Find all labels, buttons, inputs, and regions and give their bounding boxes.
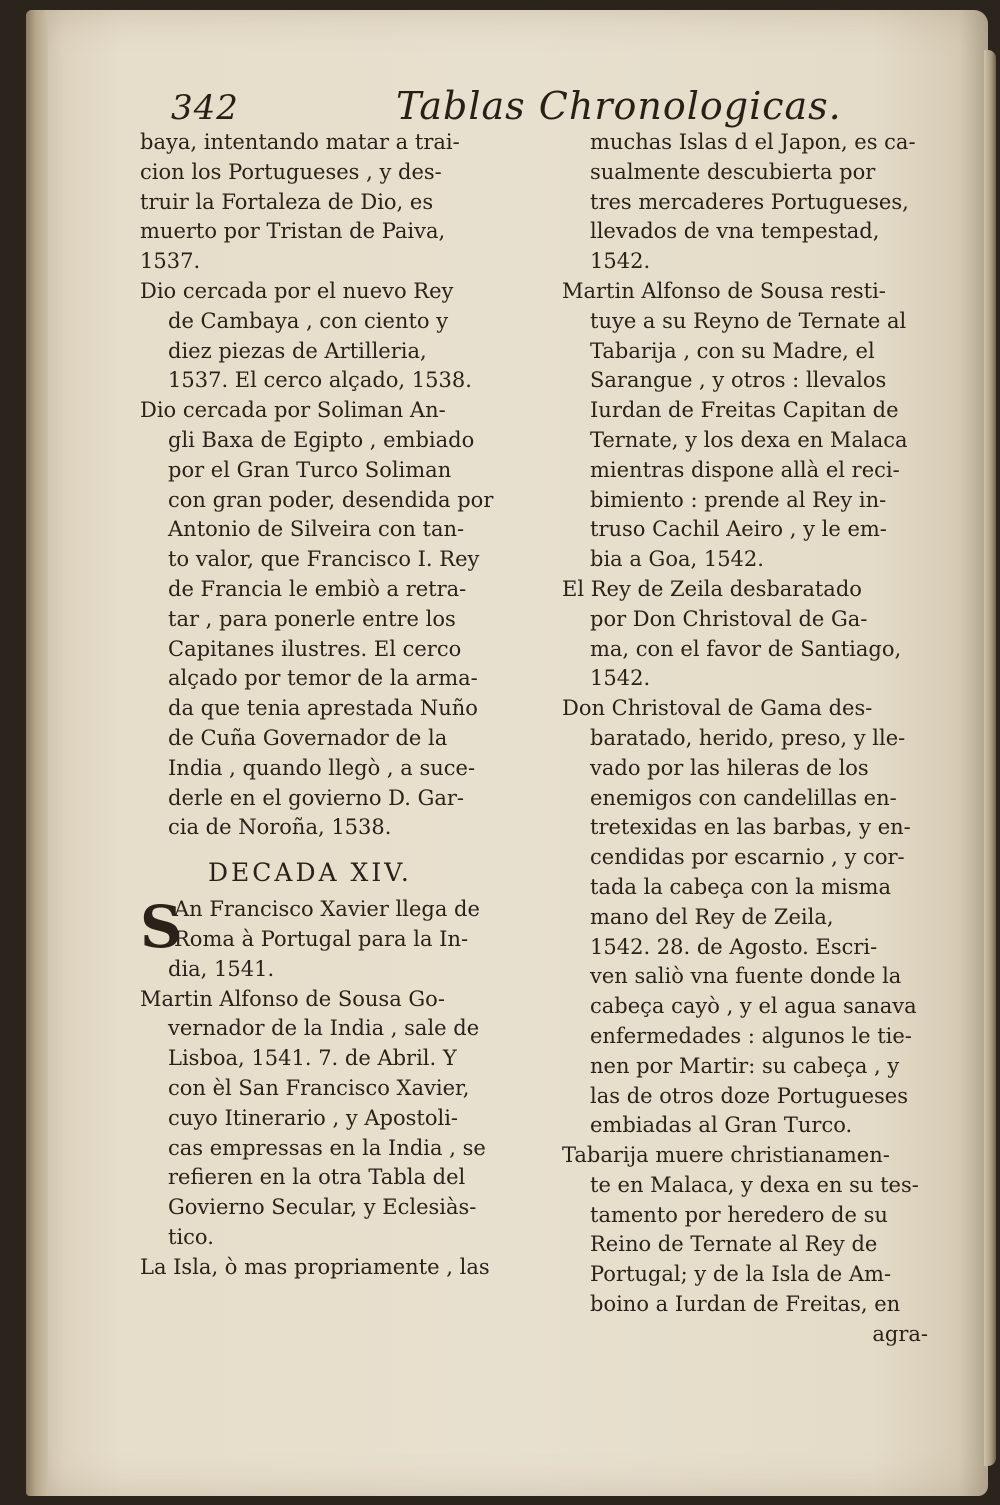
right-column xyxy=(562,128,962,1350)
text-line: vernador de la India , sale de xyxy=(168,1016,480,1041)
text-line: An Francisco Xavier llega de xyxy=(174,897,480,922)
text-line: Govierno Secular, y Eclesiàs- xyxy=(168,1195,477,1220)
text-line: sualmente descubierta por xyxy=(590,159,876,184)
text-line: de Cuña Governador de la xyxy=(168,725,448,750)
text-line: Sarangue , y otros : llevalos xyxy=(590,368,887,393)
text-line: baya, intentando matar a trai- xyxy=(140,130,460,154)
entry-first-line: Dio cercada por el nuevo Rey xyxy=(140,278,454,303)
page-gutter-edge xyxy=(26,10,48,1496)
text-line: con gran poder, desendida por xyxy=(168,487,494,512)
left-column xyxy=(140,128,532,1282)
section-heading: DECADA XIV. xyxy=(208,858,412,888)
text-line: bimiento : prende al Rey in- xyxy=(590,487,887,512)
text-line: cuyo Itinerario , y Apostoli- xyxy=(168,1105,459,1130)
text-line: bia a Goa, 1542. xyxy=(590,547,764,572)
entry-first-line: Don Christoval de Gama des- xyxy=(562,696,873,721)
text-line: refieren en la otra Tabla del xyxy=(168,1165,466,1190)
entry-first-line: La Isla, ò mas propriamente , las xyxy=(140,1254,490,1279)
text-line: 1537. El cerco alçado, 1538. xyxy=(168,368,472,393)
text-line: alçado por temor de la arma- xyxy=(168,666,478,691)
drop-cap: S xyxy=(140,893,182,962)
text-line: cabeça cayò , y el agua sanava xyxy=(590,994,917,1019)
page-fore-edge xyxy=(984,50,996,1466)
text-line: boino a Iurdan de Freitas, en xyxy=(590,1292,901,1317)
text-line: tretexidas en las barbas, y en- xyxy=(590,815,911,840)
text-line: Portugal; y de la Isla de Am- xyxy=(590,1262,892,1287)
text-line: ven saliò vna fuente donde la xyxy=(590,964,902,989)
text-line: cion los Portugueses , y des- xyxy=(140,159,442,184)
text-line: tres mercaderes Portugueses, xyxy=(590,189,909,214)
text-line: to valor, que Francisco I. Rey xyxy=(168,547,480,572)
text-line: muchas Islas d el Japon, es ca- xyxy=(590,130,916,154)
text-line: Ternate, y los dexa en Malaca xyxy=(590,427,908,452)
text-line: embiadas al Gran Turco. xyxy=(590,1113,853,1138)
text-line: enemigos con candelillas en- xyxy=(590,785,897,810)
text-line: Lisboa, 1541. 7. de Abril. Y xyxy=(168,1046,457,1071)
text-line: por el Gran Turco Soliman xyxy=(168,457,452,482)
text-line: Antonio de Silveira con tan- xyxy=(168,517,465,542)
page-number: 342 xyxy=(171,88,239,128)
text-line: 1537. xyxy=(140,249,201,274)
text-line: de Francia le embiò a retra- xyxy=(168,576,467,601)
entry-first-line: El Rey de Zeila desbaratado xyxy=(562,576,862,601)
entry-first-line: Dio cercada por Soliman An- xyxy=(140,398,446,423)
text-line: Tabarija , con su Madre, el xyxy=(590,338,875,363)
text-line: por Don Christoval de Ga- xyxy=(590,606,868,631)
text-line: India , quando llegò , a suce- xyxy=(168,755,476,780)
catchword: agra- xyxy=(872,1321,928,1346)
entry-first-line: Tabarija muere christianamen- xyxy=(562,1143,890,1168)
text-line: mano del Rey de Zeila, xyxy=(590,904,834,929)
entry-first-line: Martin Alfonso de Sousa resti- xyxy=(562,278,886,303)
text-line: 1542. xyxy=(590,666,651,691)
text-line: 1542. xyxy=(590,249,651,274)
text-line: ma, con el favor de Santiago, xyxy=(590,636,902,661)
text-line: mientras dispone allà el reci- xyxy=(590,457,900,482)
text-line: tico. xyxy=(168,1224,214,1249)
text-line: enfermedades : algunos le tie- xyxy=(590,1023,912,1048)
text-line: cendidas por escarnio , y cor- xyxy=(590,845,905,870)
text-line: muerto por Tristan de Paiva, xyxy=(140,219,446,244)
text-line: tada la cabeça con la misma xyxy=(590,874,891,899)
text-line: llevados de vna tempestad, xyxy=(590,219,880,244)
text-line: vado por las hileras de los xyxy=(590,755,869,780)
text-line: baratado, herido, preso, y lle- xyxy=(590,725,906,750)
text-line: diez piezas de Artilleria, xyxy=(168,338,427,363)
text-line: cia de Noroña, 1538. xyxy=(168,815,392,840)
text-line: tamento por heredero de su xyxy=(590,1202,888,1227)
text-line: derle en el govierno D. Gar- xyxy=(168,785,465,810)
text-line: dia, 1541. xyxy=(168,956,275,981)
text-line: truso Cachil Aeiro , y le em- xyxy=(590,517,887,542)
text-line: cas empressas en la India , se xyxy=(168,1135,486,1160)
text-line: Roma à Portugal para la In- xyxy=(174,926,469,951)
text-line: truir la Fortaleza de Dio, es xyxy=(140,189,434,214)
text-line: da que tenia aprestada Nuño xyxy=(168,696,478,721)
text-line: de Cambaya , con ciento y xyxy=(168,308,449,333)
text-line: nen por Martir: su cabeça , y xyxy=(590,1053,900,1078)
running-title: Tablas Chronologicas. xyxy=(396,84,842,128)
text-line: tuye a su Reyno de Ternate al xyxy=(590,308,907,333)
text-line: te en Malaca, y dexa en su tes- xyxy=(590,1172,919,1197)
text-line: Reino de Ternate al Rey de xyxy=(590,1232,878,1257)
text-line: gli Baxa de Egipto , embiado xyxy=(168,427,475,452)
text-line: tar , para ponerle entre los xyxy=(168,606,456,631)
text-line: con èl San Francisco Xavier, xyxy=(168,1075,470,1100)
text-line: Capitanes ilustres. El cerco xyxy=(168,636,462,661)
entry-first-line: Martin Alfonso de Sousa Go- xyxy=(140,986,445,1011)
text-line: las de otros doze Portugueses xyxy=(590,1083,909,1108)
text-line: 1542. 28. de Agosto. Escri- xyxy=(590,934,878,959)
text-line: Iurdan de Freitas Capitan de xyxy=(590,398,899,423)
